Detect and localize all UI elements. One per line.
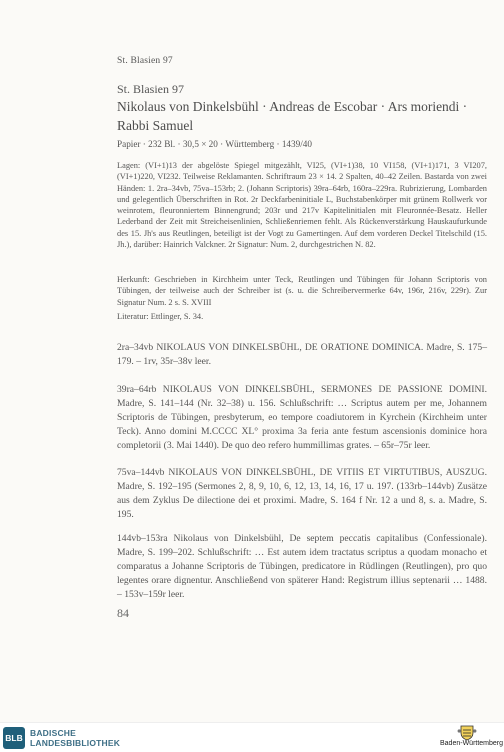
literatur-paragraph: Literatur: Ettlinger, S. 34. <box>117 312 204 321</box>
entry-id: St. Blasien 97 <box>117 82 185 96</box>
entry-title-line-2: Rabbi Samuel <box>117 118 194 133</box>
blb-logo[interactable]: BLB <box>3 727 25 749</box>
lagen-paragraph: Lagen: (VI+1)13 der abgelöste Spiegel mitgezählt, VI25, (VI+1)38, 10 VI158, (VI+1)171, 3 VI207, (VI+1)220, VI232. Teilweise Reklamanten. Schriftraum 23 × 14. 2 Spalten, 40–42 Zeilen. Bastarda von zwei Händen: 1. 2ra–34vb, 75va–153rb; 2. (Johann Scriptoris) 39ra–64rb, 160ra–229ra. Rubrizierung, Lombarden und gelegentlich Überschriften in Rot. 2r Deckfarbeninitiale L, Buchstabenkörper mit grünem Rollwerk vor weinrotem, fleuronniertem Binnengrund; 203r und 217v Kapitelinitialen mit Fleuronnée-Besatz. Heller Lederband der Zeit mit Streicheisenlinien, Schließenriemen fehlt. Als Rückenverstärkung Hauskaufurkunde des 15. Jh's aus Reutlingen, beteiligt ist der Vogt zu Gamertingen. Auf dem vorderen Deckel Titelschild (15. Jh.), darüber: Hainrich Valckner. 2r Signatur: Num. 2, durchgestrichen N. 82. <box>117 161 487 250</box>
herkunft-paragraph: Herkunft: Geschrieben in Kirchheim unter Teck, Reutlingen und Tübingen für Johann Scriptoris von Tübingen, der teilweise auch der Schreiber ist (s. u. die Schreibervermerke 64v, 196r, 216v, 229r). Zur Signatur Num. 2 s. S. XVIII <box>117 275 487 307</box>
running-head: St. Blasien 97 <box>117 56 173 66</box>
entry-title <box>117 97 487 135</box>
footer-bar <box>0 722 504 752</box>
library-name[interactable] <box>30 728 120 748</box>
content-item: 39ra–64rb NIKOLAUS VON DINKELSBÜHL, SERMONES DE PASSIONE DOMINI. Madre, S. 141–144 (Nr. 32–38) u. 156. Schlußschrift: … Scriptus autem per me, Johannem Scriptoris de Tübingen, presbyterum, eo tempore coadiutorem in Kyrchein (Kirchheim unter Teck). Anno domini M.CCCC XL° proxima 3a feria ante festum ascensionis dominice hora completorii (3. Mai 1440). De quo deo refero hummillimas grates. – 65r–75r leer. <box>117 384 487 451</box>
content-item: 144vb–153ra Nikolaus von Dinkelsbühl, De septem peccatis capitalibus (Confessionale). Madre, S. 199–202. Schlußschrift: … Est autem idem tractatus scriptus a quodam monacho et comparatus a Johanne Scriptoris de Tübingen, predicatore in Rüdlingen (Reutlingen), pro quo legentes orare dignentur. Anschließend von späterer Hand: Registrum illius septenarii … 1488. – 153v–159r leer. <box>117 533 487 600</box>
content-item: 75va–144vb NIKOLAUS VON DINKELSBÜHL, DE VITIIS ET VIRTUTIBUS, AUSZUG. Madre, S. 192–195 (Sermones 2, 8, 9, 10, 6, 12, 13, 14, 16, 17 u. 197. (133rb–144vb) Zusätze aus dem Zyklus De dilectione dei et proximi. Madre, S. 164 f Nr. 12 a und 8, s. a. Madre, S. 195. <box>117 467 487 520</box>
entry-meta: Papier · 232 Bl. · 30,5 × 20 · Württemberg · 1439/40 <box>117 139 312 149</box>
library-name-line-1: BADISCHE <box>30 728 76 738</box>
content-item: 2ra–34vb NIKOLAUS VON DINKELSBÜHL, DE ORATIONE DOMINICA. Madre, S. 175–179. – 1rv, 35r–38v leer. <box>117 342 487 367</box>
state-name[interactable]: Baden-Württemberg <box>440 740 504 747</box>
page-number: 84 <box>117 606 129 620</box>
entry-title-line-1: Nikolaus von Dinkelsbühl · Andreas de Escobar · Ars moriendi · <box>117 99 468 114</box>
library-name-line-2: LANDESBIBLIOTHEK <box>30 738 121 748</box>
state-crest-icon <box>457 724 477 741</box>
